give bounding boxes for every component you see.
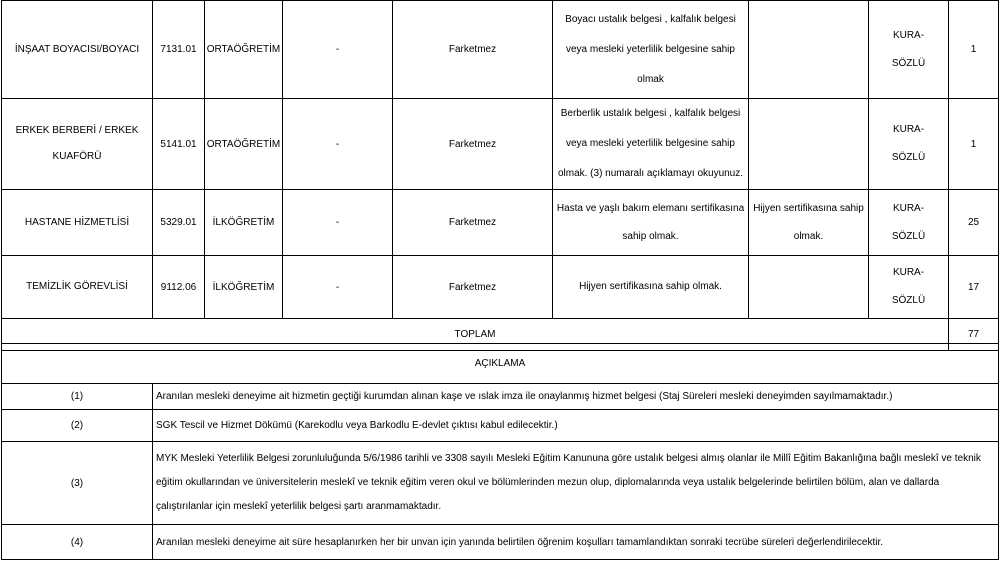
selection-method-line: KURA- (892, 29, 925, 41)
occupation-code: 5329.01 (153, 190, 205, 256)
position-title-line: ERKEK BERBERİ / ERKEK (15, 125, 139, 136)
total-label: TOPLAM (2, 319, 949, 351)
qualification-requirement (553, 1, 749, 99)
occupation-code: 9112.06 (153, 256, 205, 319)
note-number: (3) (2, 442, 153, 525)
note-row (2, 410, 999, 442)
qualification-requirement (553, 256, 749, 319)
qualification-requirement-line: sahip olmak. (622, 230, 679, 242)
education-level: ORTAÖĞRETİM (205, 99, 283, 190)
qualification-requirement-line: olmak (637, 73, 664, 85)
note-text-line: çalıştırılanlar için meslekî yeterlilik belgesi şartı aranmamaktadır. (156, 501, 442, 512)
selection-method-line: KURA- (892, 124, 925, 135)
additional-requirement-line: olmak. (793, 230, 824, 242)
education-level: İLKÖĞRETİM (205, 190, 283, 256)
note-number: (4) (2, 525, 153, 560)
education-level: İLKÖĞRETİM (205, 256, 283, 319)
position-title-line: TEMİZLİK GÖREVLİSİ (26, 281, 128, 292)
note-number: (1) (2, 384, 153, 410)
note-number: (2) (2, 410, 153, 442)
note-text-line: eğitim okullarından ve üniversitelerin meslekî ve teknik eğitim veren okul ve bölümlerinden mezun olup, diplomalarında veya ustalık belgelerinde belirtilen bölüm, alan ve dallarda (156, 477, 940, 488)
note-text-line: MYK Mesleki Yeterlilik Belgesi zorunluluğunda 5/6/1986 tarihli ve 3308 sayılı Mesleki Eğitim Kanununa göre ustalık belgesi almış olanlar ile Millî Eğitim Bakanlığına bağlı meslekî ve teknik (156, 453, 981, 464)
gender-requirement: Farketmez (393, 99, 553, 190)
positions-table (1, 0, 999, 351)
positions-rows (2, 1, 999, 319)
qualification-requirement-line: veya mesleki yeterlilik belgesine sahip (566, 138, 735, 149)
selection-method-line: SÖZLÜ (891, 230, 926, 242)
qualification-requirement-line: Hijyen sertifikasına sahip olmak. (579, 281, 722, 292)
position-count: 1 (949, 1, 999, 99)
note-row (2, 442, 999, 525)
position-title (2, 99, 153, 190)
position-row (2, 190, 999, 256)
position-count: 1 (949, 99, 999, 190)
gender-requirement: Farketmez (393, 256, 553, 319)
note-text (153, 384, 999, 410)
total-value: 77 (949, 319, 999, 351)
selection-method-line: SÖZLÜ (891, 57, 926, 69)
empty-field: - (283, 1, 393, 99)
selection-method-line: SÖZLÜ (891, 152, 926, 163)
gender-requirement: Farketmez (393, 190, 553, 256)
qualification-requirement (553, 190, 749, 256)
selection-method (869, 1, 949, 99)
note-text (153, 442, 999, 525)
position-title (2, 1, 153, 99)
note-text (153, 410, 999, 442)
selection-method (869, 256, 949, 319)
note-row (2, 525, 999, 560)
position-count: 17 (949, 256, 999, 319)
occupation-code: 5141.01 (153, 99, 205, 190)
qualification-requirement-line: Berberlik ustalık belgesi , kalfalık belgesi (560, 108, 741, 119)
qualification-requirement-line: Boyacı ustalık belgesi , kalfalık belgesi (565, 13, 736, 25)
position-title-line: İNŞAAT BOYACISI/BOYACI (14, 43, 140, 55)
note-text-line: Aranılan mesleki deneyime ait süre hesaplanırken her bir unvan için yanında belirtilen öğrenim koşulları tamamlandıktan sonraki tecrübe süreleri değerlendirilecektir. (156, 536, 884, 548)
gender-requirement: Farketmez (393, 1, 553, 99)
selection-method-line: KURA- (892, 202, 925, 214)
position-title-line: KUAFÖRÜ (52, 151, 102, 162)
note-text (153, 525, 999, 560)
qualification-requirement-line: Hasta ve yaşlı bakım elemanı sertifikasına (556, 202, 745, 214)
selection-method (869, 99, 949, 190)
position-count: 25 (949, 190, 999, 256)
additional-requirement (749, 99, 869, 190)
position-title (2, 256, 153, 319)
qualification-requirement (553, 99, 749, 190)
additional-requirement (749, 1, 869, 99)
position-title (2, 190, 153, 256)
education-level: ORTAÖĞRETİM (205, 1, 283, 99)
position-row (2, 99, 999, 190)
notes-rows (2, 384, 999, 560)
notes-title-row (2, 344, 999, 384)
note-text-line: Aranılan mesleki deneyime ait hizmetin geçtiği kurumdan alınan kaşe ve ıslak imza ile onaylanmış hizmet belgesi (Staj Süreleri mesleki deneyimden sayılmamaktadır.) (156, 391, 893, 402)
additional-requirement (749, 190, 869, 256)
additional-requirement (749, 256, 869, 319)
selection-method-line: KURA- (892, 267, 925, 278)
empty-field: - (283, 190, 393, 256)
occupation-code: 7131.01 (153, 1, 205, 99)
empty-field: - (283, 256, 393, 319)
position-row (2, 1, 999, 99)
position-row (2, 256, 999, 319)
selection-method (869, 190, 949, 256)
qualification-requirement-line: veya mesleki yeterlilik belgesine sahip (566, 43, 735, 55)
additional-requirement-line: Hijyen sertifikasına sahip (753, 202, 864, 214)
empty-field: - (283, 99, 393, 190)
notes-title: AÇIKLAMA (2, 344, 999, 384)
notes-table (1, 343, 999, 560)
position-title-line: HASTANE HİZMETLİSİ (24, 216, 130, 228)
note-row (2, 384, 999, 410)
qualification-requirement-line: olmak. (3) numaralı açıklamayı okuyunuz. (557, 168, 744, 179)
selection-method-line: SÖZLÜ (891, 295, 926, 306)
note-text-line: SGK Tescil ve Hizmet Dökümü (Karekodlu veya Barkodlu E-devlet çıktısı kabul edilecektir.) (156, 420, 558, 431)
